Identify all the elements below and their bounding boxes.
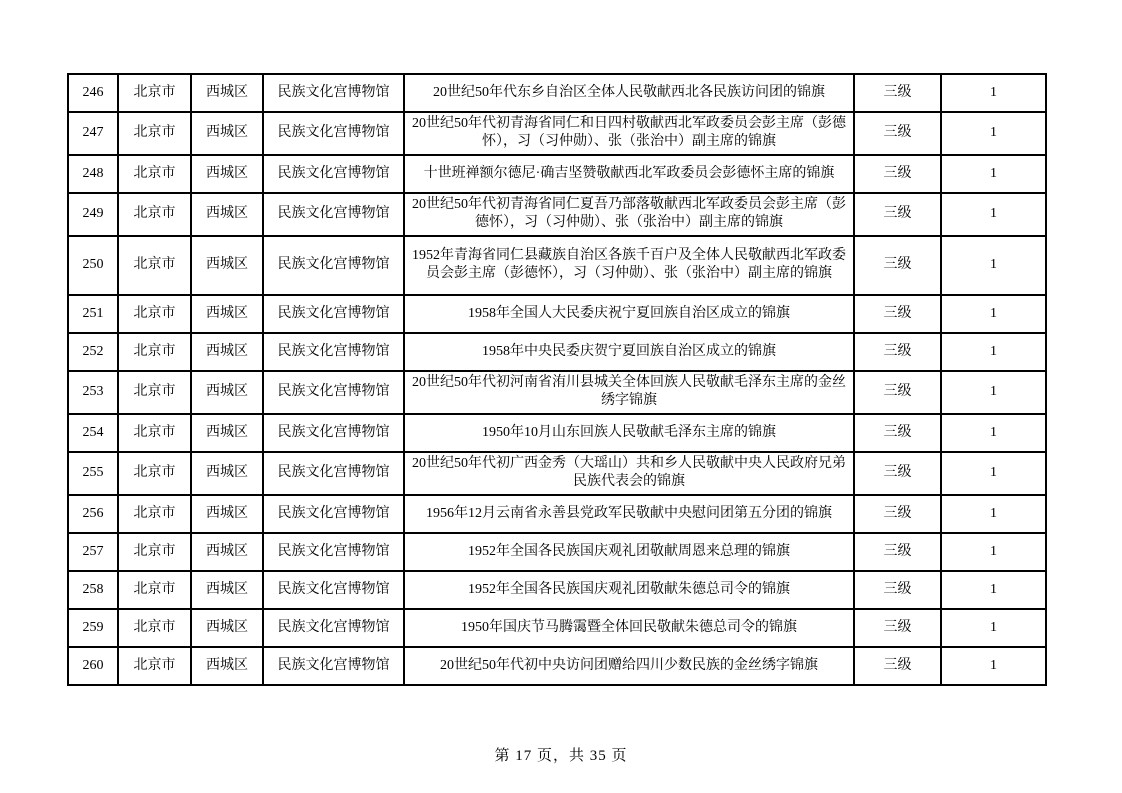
serial-cell: 247 — [68, 112, 118, 155]
grade-cell: 三级 — [854, 295, 941, 333]
museum-cell: 民族文化宫博物馆 — [263, 371, 404, 414]
serial-cell: 252 — [68, 333, 118, 371]
district-cell: 西城区 — [191, 495, 263, 533]
city-cell: 北京市 — [118, 495, 191, 533]
serial-cell: 253 — [68, 371, 118, 414]
item-cell: 1958年中央民委庆贺宁夏回族自治区成立的锦旗 — [404, 333, 854, 371]
grade-cell: 三级 — [854, 112, 941, 155]
district-cell: 西城区 — [191, 371, 263, 414]
quantity-cell: 1 — [941, 236, 1046, 295]
museum-cell: 民族文化宫博物馆 — [263, 609, 404, 647]
serial-cell: 251 — [68, 295, 118, 333]
grade-cell: 三级 — [854, 193, 941, 236]
page-number-footer: 第 17 页，共 35 页 — [494, 748, 628, 764]
serial-cell: 260 — [68, 647, 118, 685]
grade-cell: 三级 — [854, 495, 941, 533]
item-cell: 1950年10月山东回族人民敬献毛泽东主席的锦旗 — [404, 414, 854, 452]
item-cell: 1952年全国各民族国庆观礼团敬献周恩来总理的锦旗 — [404, 533, 854, 571]
table-row — [68, 333, 1046, 371]
museum-cell: 民族文化宫博物馆 — [263, 333, 404, 371]
item-cell: 1950年国庆节马腾霭暨全体回民敬献朱德总司令的锦旗 — [404, 609, 854, 647]
museum-cell: 民族文化宫博物馆 — [263, 533, 404, 571]
item-cell: 1956年12月云南省永善县党政军民敬献中央慰问团第五分团的锦旗 — [404, 495, 854, 533]
city-cell: 北京市 — [118, 647, 191, 685]
grade-cell: 三级 — [854, 333, 941, 371]
museum-cell: 民族文化宫博物馆 — [263, 236, 404, 295]
table-row — [68, 193, 1046, 236]
grade-cell: 三级 — [854, 452, 941, 495]
museum-cell: 民族文化宫博物馆 — [263, 193, 404, 236]
district-cell: 西城区 — [191, 333, 263, 371]
grade-cell: 三级 — [854, 155, 941, 193]
serial-cell: 256 — [68, 495, 118, 533]
grade-cell: 三级 — [854, 371, 941, 414]
serial-cell: 246 — [68, 74, 118, 112]
table-row — [68, 452, 1046, 495]
district-cell: 西城区 — [191, 452, 263, 495]
quantity-cell: 1 — [941, 193, 1046, 236]
museum-cell: 民族文化宫博物馆 — [263, 74, 404, 112]
serial-cell: 249 — [68, 193, 118, 236]
table-row — [68, 609, 1046, 647]
serial-cell: 254 — [68, 414, 118, 452]
quantity-cell: 1 — [941, 495, 1046, 533]
district-cell: 西城区 — [191, 647, 263, 685]
item-cell: 20世纪50年代初河南省洧川县城关全体回族人民敬献毛泽东主席的金丝绣字锦旗 — [404, 371, 854, 414]
grade-cell: 三级 — [854, 236, 941, 295]
city-cell: 北京市 — [118, 333, 191, 371]
table-row — [68, 236, 1046, 295]
quantity-cell: 1 — [941, 74, 1046, 112]
item-cell: 十世班禅额尔德尼·确吉坚赞敬献西北军政委员会彭德怀主席的锦旗 — [404, 155, 854, 193]
serial-cell: 255 — [68, 452, 118, 495]
city-cell: 北京市 — [118, 193, 191, 236]
city-cell: 北京市 — [118, 414, 191, 452]
quantity-cell: 1 — [941, 647, 1046, 685]
serial-cell: 259 — [68, 609, 118, 647]
quantity-cell: 1 — [941, 112, 1046, 155]
grade-cell: 三级 — [854, 647, 941, 685]
serial-cell: 258 — [68, 571, 118, 609]
district-cell: 西城区 — [191, 236, 263, 295]
district-cell: 西城区 — [191, 193, 263, 236]
museum-cell: 民族文化宫博物馆 — [263, 414, 404, 452]
city-cell: 北京市 — [118, 295, 191, 333]
city-cell: 北京市 — [118, 452, 191, 495]
district-cell: 西城区 — [191, 533, 263, 571]
grade-cell: 三级 — [854, 74, 941, 112]
table-row — [68, 571, 1046, 609]
museum-cell: 民族文化宫博物馆 — [263, 495, 404, 533]
city-cell: 北京市 — [118, 533, 191, 571]
item-cell: 20世纪50年代初中央访问团赠给四川少数民族的金丝绣字锦旗 — [404, 647, 854, 685]
item-cell: 20世纪50年代东乡自治区全体人民敬献西北各民族访问团的锦旗 — [404, 74, 854, 112]
item-cell: 20世纪50年代初青海省同仁和日四村敬献西北军政委员会彭主席（彭德怀），习（习仲勋）、张（张治中）副主席的锦旗 — [404, 112, 854, 155]
grade-cell: 三级 — [854, 571, 941, 609]
museum-cell: 民族文化宫博物馆 — [263, 647, 404, 685]
table-row — [68, 155, 1046, 193]
quantity-cell: 1 — [941, 571, 1046, 609]
city-cell: 北京市 — [118, 609, 191, 647]
serial-cell: 257 — [68, 533, 118, 571]
quantity-cell: 1 — [941, 609, 1046, 647]
museum-cell: 民族文化宫博物馆 — [263, 295, 404, 333]
table-row — [68, 647, 1046, 685]
grade-cell: 三级 — [854, 414, 941, 452]
item-cell: 20世纪50年代初广西金秀（大瑶山）共和乡人民敬献中央人民政府兄弟民族代表会的锦旗 — [404, 452, 854, 495]
quantity-cell: 1 — [941, 371, 1046, 414]
museum-cell: 民族文化宫博物馆 — [263, 155, 404, 193]
district-cell: 西城区 — [191, 112, 263, 155]
table-row — [68, 371, 1046, 414]
table-row — [68, 112, 1046, 155]
museum-cell: 民族文化宫博物馆 — [263, 452, 404, 495]
grade-cell: 三级 — [854, 533, 941, 571]
table-body — [68, 74, 1046, 685]
quantity-cell: 1 — [941, 414, 1046, 452]
district-cell: 西城区 — [191, 609, 263, 647]
district-cell: 西城区 — [191, 74, 263, 112]
item-cell: 1952年青海省同仁县藏族自治区各族千百户及全体人民敬献西北军政委员会彭主席（彭德怀），习（习仲勋）、张（张治中）副主席的锦旗 — [404, 236, 854, 295]
item-cell: 20世纪50年代初青海省同仁夏吾乃部落敬献西北军政委员会彭主席（彭德怀），习（习仲勋）、张（张治中）副主席的锦旗 — [404, 193, 854, 236]
quantity-cell: 1 — [941, 533, 1046, 571]
table-row — [68, 74, 1046, 112]
serial-cell: 250 — [68, 236, 118, 295]
serial-cell: 248 — [68, 155, 118, 193]
district-cell: 西城区 — [191, 571, 263, 609]
table-row — [68, 414, 1046, 452]
table-row — [68, 295, 1046, 333]
item-cell: 1958年全国人大民委庆祝宁夏回族自治区成立的锦旗 — [404, 295, 854, 333]
museum-items-table — [67, 73, 1047, 686]
city-cell: 北京市 — [118, 371, 191, 414]
table-row — [68, 495, 1046, 533]
city-cell: 北京市 — [118, 571, 191, 609]
museum-cell: 民族文化宫博物馆 — [263, 571, 404, 609]
district-cell: 西城区 — [191, 155, 263, 193]
quantity-cell: 1 — [941, 452, 1046, 495]
quantity-cell: 1 — [941, 155, 1046, 193]
quantity-cell: 1 — [941, 295, 1046, 333]
table-row — [68, 533, 1046, 571]
museum-cell: 民族文化宫博物馆 — [263, 112, 404, 155]
district-cell: 西城区 — [191, 295, 263, 333]
quantity-cell: 1 — [941, 333, 1046, 371]
city-cell: 北京市 — [118, 112, 191, 155]
item-cell: 1952年全国各民族国庆观礼团敬献朱德总司令的锦旗 — [404, 571, 854, 609]
city-cell: 北京市 — [118, 155, 191, 193]
district-cell: 西城区 — [191, 414, 263, 452]
grade-cell: 三级 — [854, 609, 941, 647]
city-cell: 北京市 — [118, 74, 191, 112]
city-cell: 北京市 — [118, 236, 191, 295]
